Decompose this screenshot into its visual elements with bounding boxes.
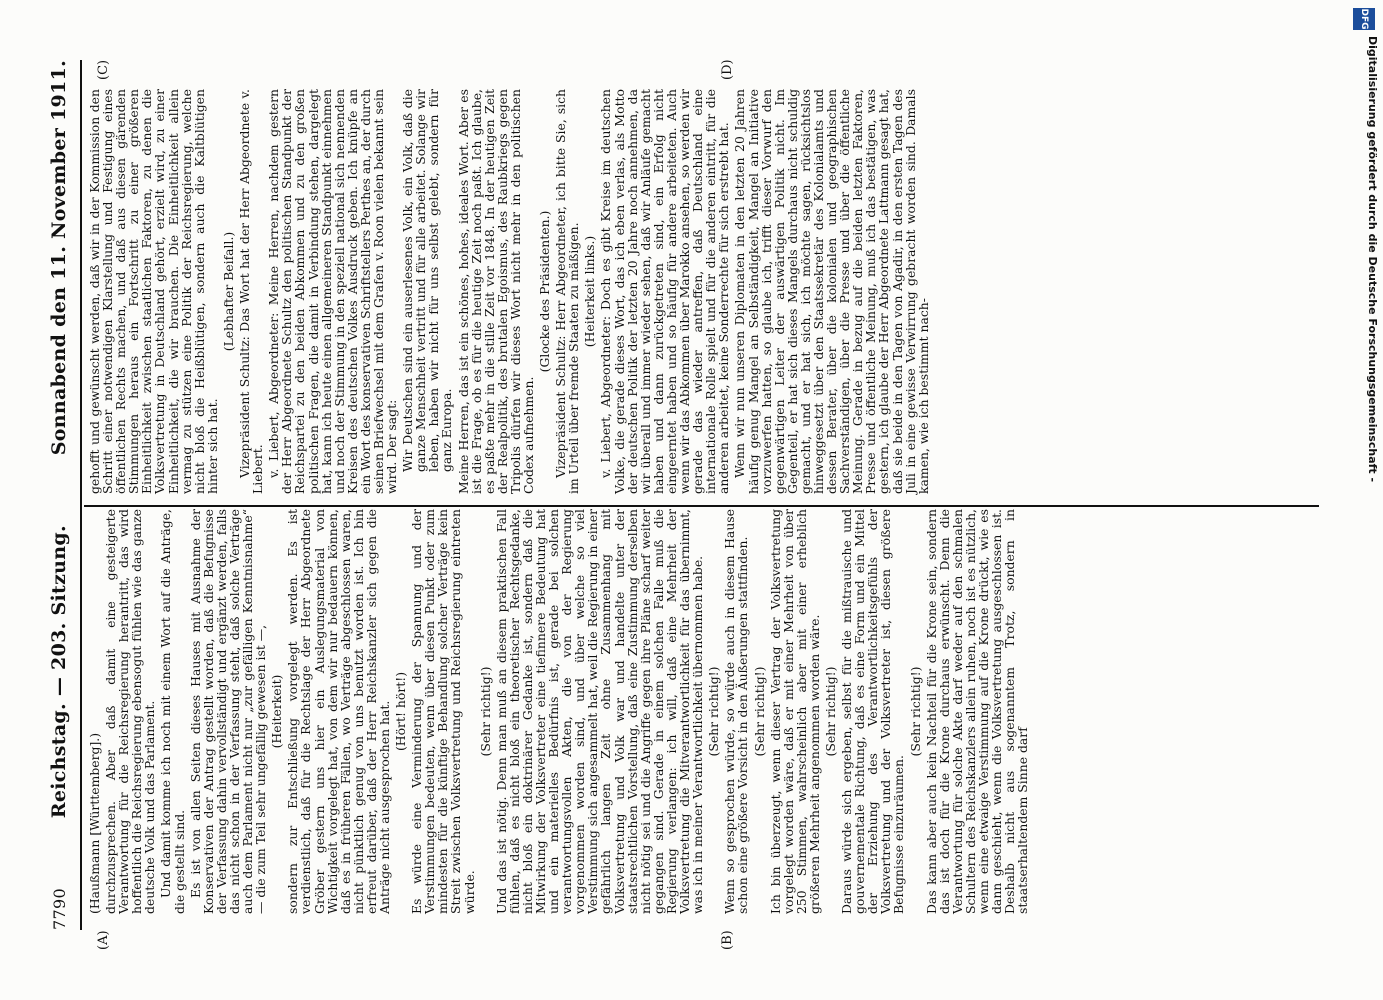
speaker-paragraph: Vizepräsident Schultz: Das Wort hat der Herr Abgeordnete v. Liebert. bbox=[237, 89, 266, 494]
interjection: (Heiterkeit) bbox=[269, 674, 285, 749]
marker-d: (D) bbox=[720, 59, 735, 80]
digitization-credit: Digitalisierung gefördert durch die Deutsche Forschungsgemeinschaft - bbox=[1366, 36, 1379, 483]
paragraph: Es ist von allen Seiten dieses Hauses mit Ausnahme der Konservativen der Antrag gestellt worden, daß die Befugnisse der Verfassung dahin vervollständigt und ergänzt werden, falls das nicht schon in der Verfassung steht, daß solche Verträge auch dem Parlament nicht nur „zur gefälligen Kenntnisnahme“ — die zum Teil sehr ungefällig gewesen ist —, bbox=[187, 509, 269, 914]
interjection: (Lebhafter Beifall.) bbox=[220, 231, 236, 352]
header-date: Sonnabend den 11. November 1911. bbox=[48, 60, 70, 456]
interjection: (Sehr richtig!) bbox=[751, 666, 767, 757]
paragraph: Und damit komme ich noch mit einem Wort auf die Anträge, die gestellt sind. bbox=[158, 509, 187, 914]
page-header bbox=[42, 60, 76, 930]
speaker-paragraph: v. Liebert, Abgeordneter: Doch es gibt Kreise im deutschen Volke, die gerade dieses Wort, das ich eben verlas, als Motto der deutschen Politik der letzten 20 Jahre noch annehmen, da wir überall und immer wieder sehen, daß wir Anläufe gemacht haben und dann zurückgetreten sind, ein Erfolg nicht eingeerntet haben und so häufig für andere arbeiteten. Auch wenn wir das Abkommen über Marokko ansehen, so werden wir gerade das wieder antreffen, daß Deutschland eine internationale Rolle spielt und für die anderen eintritt, für die anderen arbeitet, keine Sonderrechte für sich erstrebt hat. bbox=[598, 89, 732, 494]
interjection: (Sehr richtig!) bbox=[907, 666, 923, 757]
interjection: (Heiterkeit links.) bbox=[582, 235, 598, 348]
quotation: Wir Deutschen sind ein auserlesenes Volk, ein Volk, daß die ganze Menschheit vertritt und für alle arbeitet. Solange wir leben, haben wir nicht für uns selbst gelebt, sondern für ganz Europa. bbox=[400, 89, 455, 472]
marker-a: (A) bbox=[96, 930, 111, 950]
paragraph: Ich bin überzeugt, wenn dieser Vertrag der Volksvertretung vorgelegt worden wäre, daß er mit einer Mehrheit von über 250 Stimmen, wahrscheinlich aber mit einer erheblich größeren Mehrheit angenommen worden wäre. bbox=[767, 509, 822, 914]
marker-c: (C) bbox=[96, 59, 111, 80]
page-number: 7790 bbox=[49, 888, 69, 930]
speaker-paragraph: Vizepräsident Schultz: Herr Abgeordneter, ich bitte Sie, sich im Urteil über fremde Staaten zu mäßigen. bbox=[553, 89, 582, 494]
speaker-paragraph: v. Liebert, Abgeordneter: Meine Herren, nachdem gestern der Herr Abgeordnete Schultz den politischen Standpunkt der Reichspartei zu den beiden Abkommen und zu den großen politischen Fragen, die damit in Verbindung stehen, dargelegt hat, kann ich heute einen allgemeineren Standpunkt einnehmen und noch der Stimmung in den speziell national sich nennenden Kreisen des deutschen Volkes Ausdruck geben. Ich knüpfe an ein Wort des konservativen Schriftstellers Perthes an, der durch seinen Briefwechsel mit dem Grafen v. Roon vielen bekannt sein wird. Der sagt: bbox=[266, 89, 400, 494]
column-divider bbox=[84, 505, 1319, 507]
paragraph: Wenn wir nun unseren Diplomaten in den letzten 20 Jahren häufig genug Mangel an Selbständigkeit, Mangel an Initiative vorzuwerfen hatten, so glaube ich, trifft dieser Vorwurf den gegenwärtigen Leiter der auswärtigen Politik nicht. Im Gegenteil, er hat sich dieses Mangels durchaus nicht schuldig gemacht, und er hat sich, ich möchte sagen, rücksichtslos hinweggesetzt über den Staatssekretär des Kolonialamts und dessen Berater, über die kolonialen und geographischen Sachverständigen, über die Presse und über die öffentliche Meinung. Gerade in bezug auf die beiden letzten Faktoren, Presse und öffentliche Meinung, muß ich das bestätigen, was gestern, ich glaube der Herr Abgeordnete Lattmann gesagt hat, daß sie beide in den Tagen von Agadir, in den ersten Tagen des Juli in eine gewisse Verwirrung gebracht worden sind. Damals kamen, wie ich bestimmt nach- bbox=[732, 89, 931, 494]
marker-b: (B) bbox=[720, 930, 735, 950]
speaker-line: (Haußmann [Württemberg].) bbox=[87, 732, 102, 914]
paragraph: Es würde eine Verminderung der Spannung und der Verstimmungen bedeuten, wenn über diesen Punkt oder zum mindesten für die künftige Behandlung solcher Verträge kein Streit zwischen Volksvertretung und Reichsregierung eintreten würde. bbox=[409, 509, 477, 914]
paragraph: Das kann aber auch kein Nachteil für die Krone sein, sondern das ist doch für die Krone durchaus erwünscht. Denn die Verantwortung für solche Akte darf weder auf den schmalen Schultern des Reichskanzlers allein ruhen, noch ist es nützlich, wenn eine etwaige Verstimmung auf die Krone drückt, wie es dann geschieht, wenn die Volksvertretung ausgeschlossen ist. Deshalb nicht aus sogenanntem Trotz, sondern in staatserhaltendem Sinne darf bbox=[923, 509, 1031, 914]
header-rule bbox=[80, 60, 82, 930]
paragraph: Meine Herren, das ist ein schönes, hohes, ideales Wort. Aber es ist die Frage, ob es für die heutige Zeit noch paßt. Ich glaube, es paßte mehr in die stille Zeit vor 1848. In der heutigen Zeit der Realpolitik, des brutalen Egoismus, des Raubkriegs gegen Tripolis dürfen wir dieses Wort nicht mehr in den politischen Codex aufnehmen. bbox=[455, 89, 536, 494]
interjection: (Sehr richtig!) bbox=[706, 666, 722, 757]
interjection: (Hört! hört!) bbox=[393, 671, 409, 752]
paragraph: Wenn so gesprochen würde, so würde auch in diesem Hause schon eine größere Vorsicht in den Äußerungen stattfinden. bbox=[722, 509, 751, 914]
dfg-logo: DFG bbox=[1353, 8, 1375, 30]
interjection: (Sehr richtig!) bbox=[822, 666, 838, 757]
left-column bbox=[88, 509, 1032, 914]
paragraph: gehofft und gewünscht werden, daß wir in der Kommission den Schritt einer notwendigen Klarstellung und Festigung eines öffentlichen Rechts machen, und daß aus diesen gärenden Stimmungen heraus ein Fortschritt zu einer größeren Einheitlichkeit zwischen staatlichen Faktoren, zu denen die Volksvertretung in Deutschland gehört, erzielt wird, zu einer Einheitlichkeit, die wir brauchen. Die Einheitlichkeit allein vermag zu stützen eine Politik der Reichsregierung, welche nicht bloß die Heißblütigen, sondern auch die Kaltblütigen hinter sich hat. bbox=[87, 89, 220, 494]
header-session: Reichstag. — 203. Sitzung. bbox=[48, 525, 70, 819]
paragraph: Daraus würde sich ergeben, selbst für die mißtrauische und gouvernementale Richtung, daß es eine Form und ein Mittel der Erziehung des Verantwortlichkeitsgefühls der Volksvertretung und der Volksvertreter ist, diesen größere Befugnisse einzuräumen. bbox=[839, 509, 907, 914]
interjection: (Sehr richtig!) bbox=[477, 666, 493, 757]
paragraph: durchzusprechen. Aber daß damit eine gesteigerte Verantwortung für die Reichsregierung herantritt, das wird hoffentlich die Reichsregierung ebensogut fühlen wie das ganze deutsche Volk und das Parlament. bbox=[103, 509, 158, 914]
interjection: (Glocke des Präsidenten.) bbox=[537, 210, 553, 373]
paragraph: Und das ist nötig. Denn man muß an diesem praktischen Fall fühlen, daß es nicht bloß ein theoretischer Rechtsgedanke, nicht bloß ein doktrinärer Gedanke ist, sondern daß die Mitwirkung der Volksvertreter eine tiefinnere Bedeutung hat und ein materielles Bedürfnis ist, gerade bei solchen verantwortungsvollen Akten, die von der Regierung vorgenommen worden sind, und über welche so viel Verstimmung sich angesammelt hat, weil die Regierung in einer gefährlich langen Zeit ohne Zusammenhang mit Volksvertretung und Volk war und handelte unter der staatsrechtlichen Vorstellung, daß eine Zustimmung derselben nicht nötig sei und die Angriffe gegen ihre Pläne scharf weiter gegangen sind. Gerade in einem solchen Falle muß die Regierung verlangen: ich will, daß eine Mehrheit der Volksvertretung die Mitverantwortlichkeit für das übernimmt, was ich in meiner Verantwortlichkeit übernommen habe. bbox=[493, 509, 706, 914]
right-column bbox=[88, 89, 933, 494]
paragraph: sondern zur Entschließung vorgelegt werden. Es ist verdienstlich, daß für die Rechtslage der Herr Abgeordnete Gröber gestern uns hier ein Auslegungsmaterial von Wichtigkeit vorgelegt hat, von dem wir nur bedauern können, daß es in früheren Fällen, wo Verträge abgeschlossen waren, nicht pünktlich genug von uns benutzt worden ist. Ich bin erfreut darüber, daß der Herr Reichskanzler sich gegen die Anträge nicht ausgesprochen hat. bbox=[285, 509, 392, 914]
